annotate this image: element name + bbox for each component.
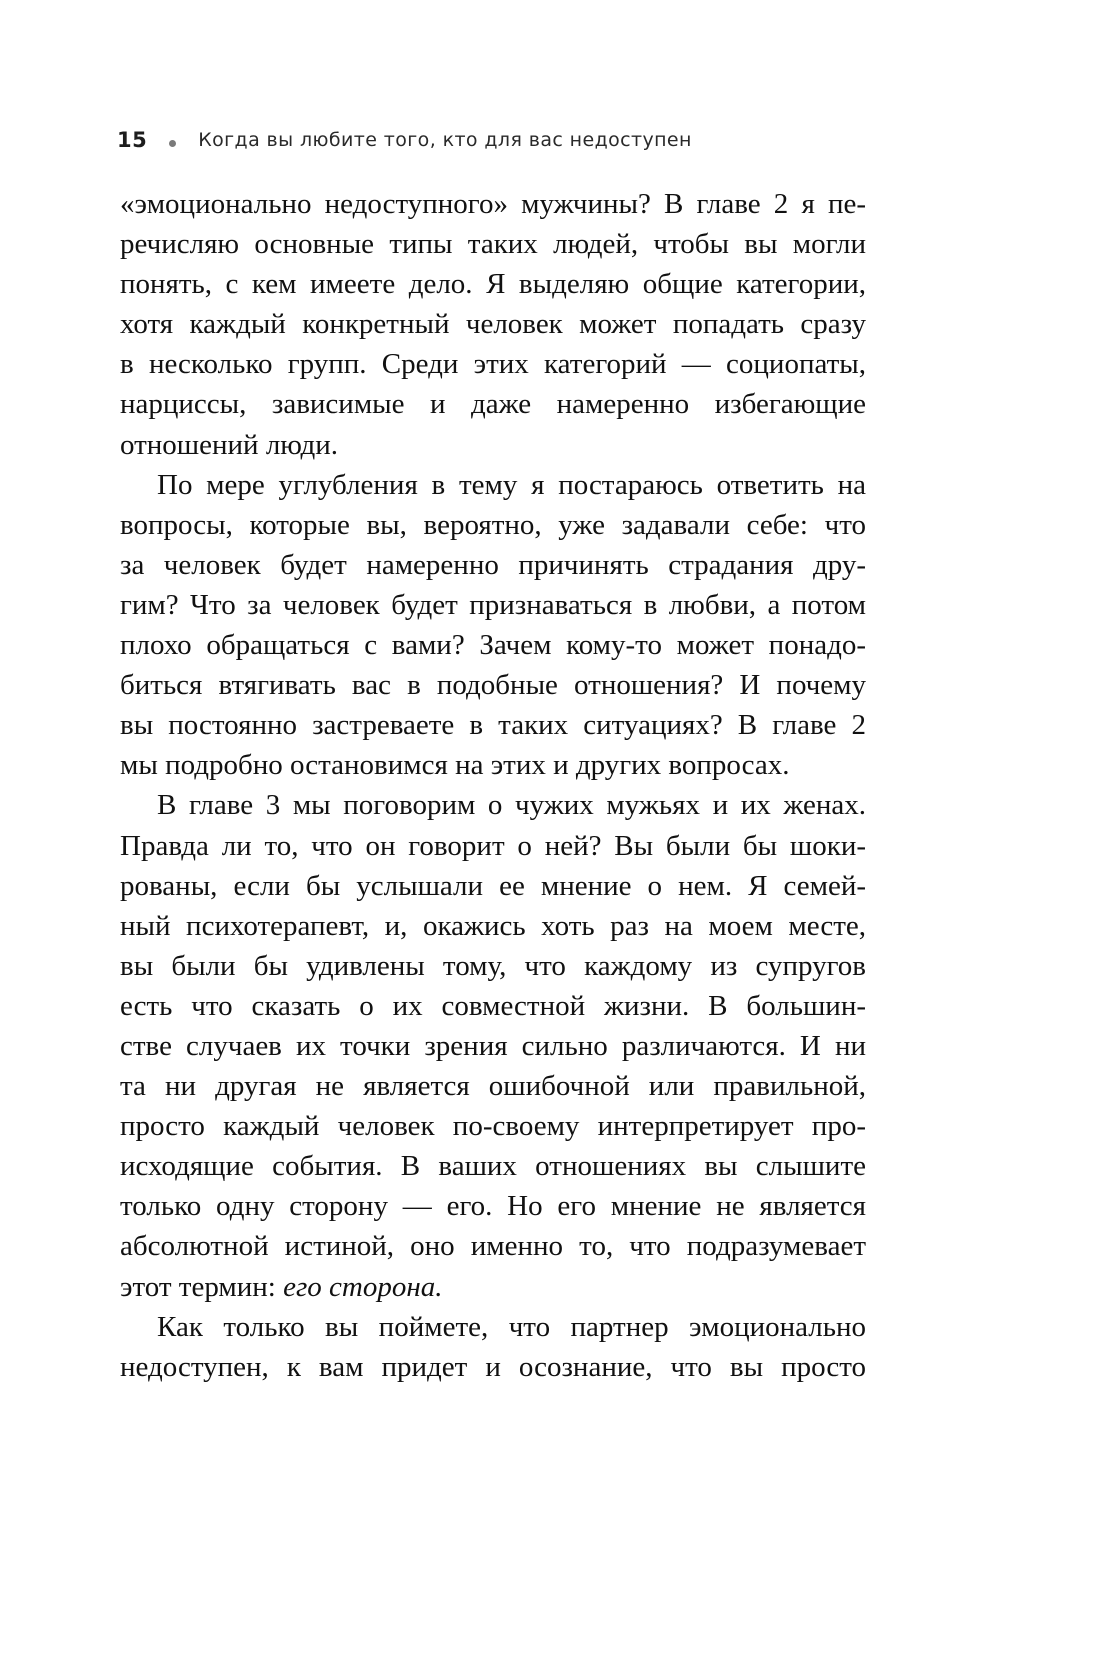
text-line: мы подробно остановимся на этих и других вопросах.	[120, 749, 790, 782]
text-italic-emphasis: его сторона.	[283, 1270, 443, 1303]
text-line: отношений люди.	[120, 428, 339, 461]
text-line: стве случаев их точки зрения сильно различаются. И ни	[120, 1029, 866, 1062]
text-line: речисляю основные типы таких людей, чтобы вы могли	[120, 228, 866, 261]
text-line: В главе 3 мы поговорим о чужих мужьях и их женах.	[157, 789, 866, 822]
running-title: Когда вы любите того, кто для вас недоступен	[198, 129, 692, 151]
text-line: плохо обращаться с вами? Зачем кому-то может понадо-	[120, 629, 866, 662]
paragraph	[120, 184, 866, 465]
text-line: в несколько групп. Среди этих категорий — социопаты,	[120, 348, 866, 381]
paragraph	[120, 465, 866, 786]
bullet-separator-icon	[169, 140, 176, 147]
text-line: Правда ли то, что он говорит о ней? Вы были бы шоки-	[120, 829, 866, 862]
text-line: просто каждый человек по-своему интерпретирует про-	[120, 1110, 866, 1143]
text-line: понять, с кем имеете дело. Я выделяю общие категории,	[120, 268, 866, 301]
paragraph	[120, 1307, 866, 1387]
paragraph	[120, 785, 866, 1306]
page-number: 15	[117, 128, 148, 152]
page-body	[120, 184, 866, 1387]
running-header	[117, 124, 692, 156]
text-line: Как только вы поймете, что партнер эмоционально	[157, 1310, 866, 1343]
text-line: за человек будет намеренно причинять страдания дру-	[120, 548, 866, 581]
text-line: биться втягивать вас в подобные отношения? И почему	[120, 669, 866, 702]
text-line: рованы, если бы услышали ее мнение о нем. Я семей-	[120, 869, 866, 902]
text-plain: этот термин:	[120, 1270, 284, 1303]
text-line: вы постоянно застреваете в таких ситуациях? В главе 2	[120, 709, 866, 742]
text-line: вопросы, которые вы, вероятно, уже задавали себе: что	[120, 508, 866, 541]
text-line: исходящие события. В ваших отношениях вы слышите	[120, 1150, 866, 1183]
text-line	[120, 1267, 866, 1307]
text-line: вы были бы удивлены тому, что каждому из супругов	[120, 949, 866, 982]
text-line: «эмоционально недоступного» мужчины? В главе 2 я пе-	[120, 188, 866, 220]
text-line: только одну сторону — его. Но его мнение не является	[120, 1190, 866, 1223]
text-line: По мере углубления в тему я постараюсь ответить на	[157, 468, 866, 501]
text-line: хотя каждый конкретный человек может попадать сразу	[120, 308, 866, 341]
text-line: абсолютной истиной, оно именно то, что подразумевает	[120, 1230, 866, 1263]
text-line: ный психотерапевт, и, окажись хоть раз на моем месте,	[120, 909, 866, 942]
text-line: нарциссы, зависимые и даже намеренно избегающие	[120, 388, 866, 421]
text-line: есть что сказать о их совместной жизни. В большин-	[120, 989, 866, 1022]
text-line: та ни другая не является ошибочной или правильной,	[120, 1070, 866, 1103]
text-line: недоступен, к вам придет и осознание, что вы просто	[120, 1350, 866, 1383]
text-line: гим? Что за человек будет признаваться в любви, а потом	[120, 588, 866, 621]
